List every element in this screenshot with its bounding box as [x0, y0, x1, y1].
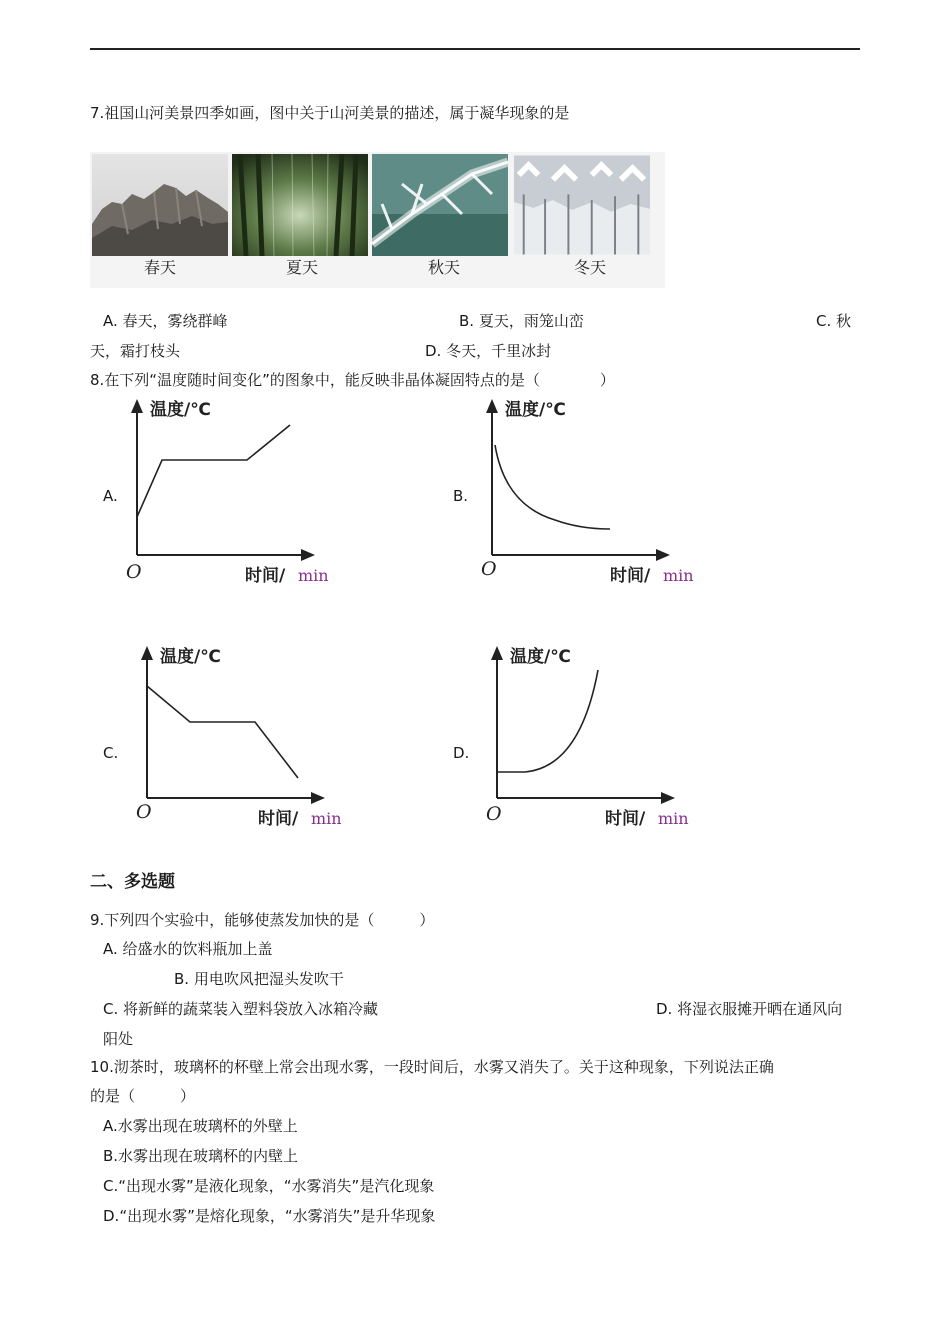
- q8-option-c: C.: [103, 744, 119, 762]
- q7-seasons-image: [90, 152, 665, 288]
- graph-d-origin: O: [486, 803, 502, 825]
- q10-option-b: B.水雾出现在玻璃杯的内壁上: [103, 1147, 299, 1165]
- graph-b: [475, 395, 705, 590]
- spring-photo: [92, 154, 228, 256]
- graph-a-origin: O: [126, 561, 142, 583]
- caption-autumn: 秋天: [427, 258, 460, 277]
- header-rule: [90, 48, 860, 50]
- graph-d-x-unit: min: [658, 809, 689, 828]
- graph-b-y-label: 温度/℃: [505, 400, 566, 420]
- q9-stem: 9.下列四个实验中，能够使蒸发加快的是（ ）: [90, 911, 435, 929]
- graph-c-origin: O: [136, 801, 152, 823]
- graph-c-x-label: 时间/: [258, 809, 299, 829]
- q7-option-a: A. 春天，雾绕群峰: [103, 312, 228, 330]
- graph-d-x-label: 时间/: [605, 809, 646, 829]
- q8-option-d: D.: [453, 744, 470, 762]
- graph-b-origin: O: [481, 558, 497, 580]
- q9-option-b: B. 用电吹风把湿头发吹干: [174, 970, 344, 988]
- section-title: 二、多选题: [90, 872, 175, 892]
- summer-photo: [232, 154, 368, 256]
- q8-option-b: B.: [453, 487, 469, 505]
- caption-spring: 春天: [143, 258, 176, 277]
- q7-stem: 7.祖国山河美景四季如画，图中关于山河美景的描述，属于凝华现象的是: [90, 104, 570, 122]
- graph-a-x-label: 时间/: [245, 566, 286, 586]
- q9-option-a: A. 给盛水的饮料瓶加上盖: [103, 940, 273, 958]
- q8-option-a: A.: [103, 487, 118, 505]
- graph-a-x-unit: min: [298, 566, 329, 585]
- caption-summer: 夏天: [285, 258, 318, 277]
- graph-c: [130, 642, 360, 832]
- graph-a: [120, 395, 340, 590]
- graph-c-x-unit: min: [311, 809, 342, 828]
- q7-option-d: D. 冬天，千里冰封: [425, 342, 552, 360]
- q10-option-d: D.“出现水雾”是熔化现象，“水雾消失”是升华现象: [103, 1207, 436, 1225]
- caption-winter: 冬天: [573, 258, 606, 277]
- graph-d-y-label: 温度/℃: [510, 647, 571, 667]
- q10-option-c: C.“出现水雾”是液化现象，“水雾消失”是汽化现象: [103, 1177, 435, 1195]
- q9-option-d-start: D. 将湿衣服摊开晒在通风向: [656, 1000, 843, 1018]
- graph-b-x-unit: min: [663, 566, 694, 585]
- graph-d: [480, 642, 710, 832]
- graph-c-y-label: 温度/℃: [160, 647, 221, 667]
- q10-stem-line2: 的是（ ）: [90, 1087, 196, 1105]
- q8-stem: 8.在下列“温度随时间变化”的图象中，能反映非晶体凝固特点的是（ ）: [90, 371, 615, 389]
- q9-option-c: C. 将新鲜的蔬菜装入塑料袋放入冰箱冷藏: [103, 1000, 379, 1018]
- graph-a-y-label: 温度/℃: [150, 400, 211, 420]
- q9-option-d-end: 阳处: [103, 1030, 134, 1048]
- q10-stem-line1: 10.沏茶时，玻璃杯的杯壁上常会出现水雾，一段时间后，水雾又消失了。关于这种现象，下列说法正确: [90, 1058, 774, 1076]
- graph-b-x-label: 时间/: [610, 566, 651, 586]
- q7-option-c-start: C. 秋: [816, 312, 852, 330]
- autumn-photo: [372, 154, 508, 256]
- q7-option-c-end: 天，霜打枝头: [90, 342, 181, 360]
- winter-photo: [514, 154, 650, 256]
- q7-option-b: B. 夏天，雨笼山峦: [459, 312, 584, 330]
- q10-option-a: A.水雾出现在玻璃杯的外壁上: [103, 1117, 298, 1135]
